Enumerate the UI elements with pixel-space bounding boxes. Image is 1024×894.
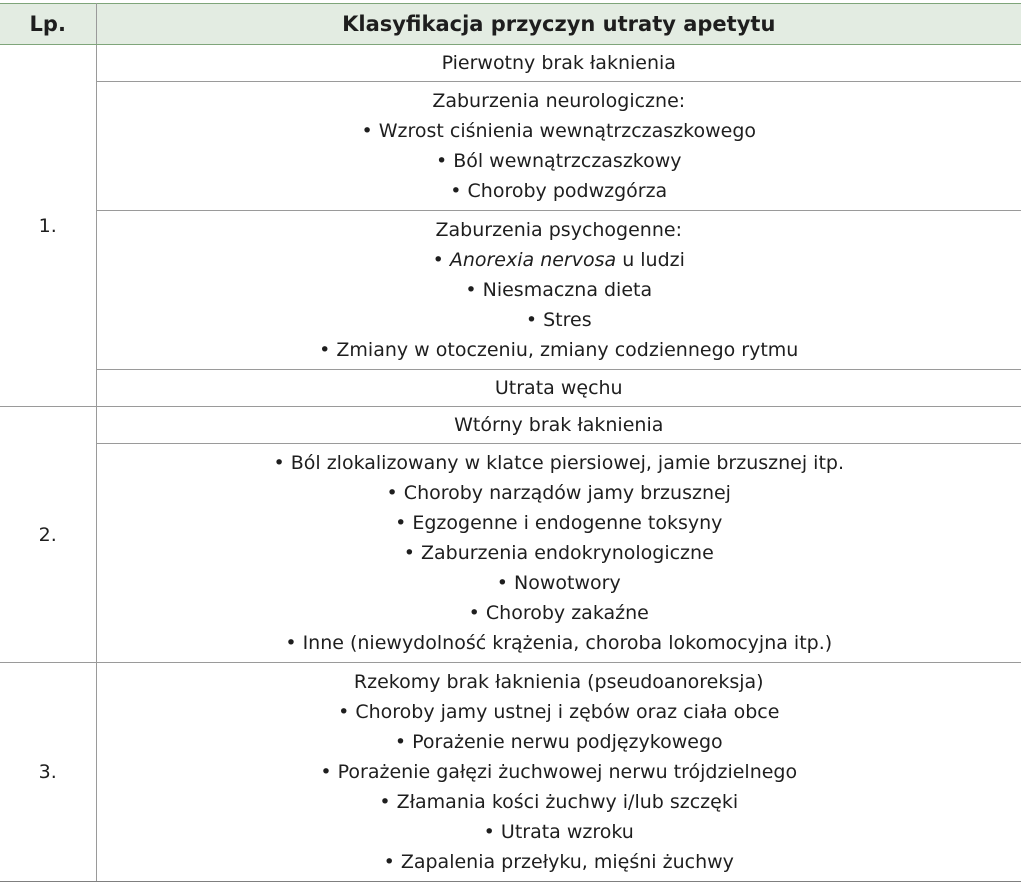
- list-item: • Utrata wzroku: [97, 817, 1022, 847]
- list-item: • Choroby narządów jamy brzusznej: [97, 478, 1022, 508]
- list-item: • Choroby jamy ustnej i zębów oraz ciała obce: [97, 697, 1022, 727]
- list-item: • Nowotwory: [97, 568, 1022, 598]
- group-3-pseudo-cell: [96, 663, 1021, 882]
- list-item: • Porażenie nerwu podjęzykowego: [97, 727, 1022, 757]
- list-item: • Ból wewnątrzczaszkowy: [97, 146, 1022, 176]
- table-row: [0, 663, 1021, 882]
- table-row: [0, 45, 1021, 82]
- group-1-primary-cell: [96, 45, 1021, 82]
- header-title: Klasyfikacja przyczyn utraty apetytu: [96, 4, 1021, 45]
- group-3-lp: 3.: [0, 663, 96, 882]
- classification-table: [0, 3, 1021, 882]
- anorexia-italic: Anorexia nervosa: [449, 249, 617, 271]
- list-item: • Zmiany w otoczeniu, zmiany codziennego rytmu: [97, 335, 1022, 365]
- group-1-lp: 1.: [0, 45, 96, 407]
- list-item: • Porażenie gałęzi żuchwowej nerwu trójdzielnego: [97, 757, 1022, 787]
- group-2-causes-cell: [96, 444, 1021, 663]
- list-item: • Stres: [97, 305, 1022, 335]
- group-2-secondary-cell: [96, 407, 1021, 444]
- list-item: • Choroby zakaźne: [97, 598, 1022, 628]
- psycho-heading: Zaburzenia psychogenne:: [435, 219, 682, 241]
- header-lp: Lp.: [0, 4, 96, 45]
- pseudo-heading: Rzekomy brak łaknienia (pseudoanoreksja): [353, 671, 764, 693]
- group-2-lp: 2.: [0, 407, 96, 663]
- list-item-anorexia: [97, 245, 1022, 275]
- group-2-secondary-heading: Wtórny brak łaknienia: [454, 414, 664, 436]
- smell-heading: Utrata węchu: [494, 377, 623, 399]
- list-item: • Ból zlokalizowany w klatce piersiowej, jamie brzusznej itp.: [97, 448, 1022, 478]
- list-item: • Choroby podwzgórza: [97, 176, 1022, 206]
- table-row: [0, 82, 1021, 211]
- neuro-heading: Zaburzenia neurologiczne:: [432, 90, 686, 112]
- list-item: • Egzogenne i endogenne toksyny: [97, 508, 1022, 538]
- table-row: [0, 444, 1021, 663]
- group-1-smell-cell: [96, 370, 1021, 407]
- table-row: [0, 211, 1021, 370]
- group-1-psycho-cell: [96, 211, 1021, 370]
- table-row: [0, 407, 1021, 444]
- list-item: • Złamania kości żuchwy i/lub szczęki: [97, 787, 1022, 817]
- list-item: • Niesmaczna dieta: [97, 275, 1022, 305]
- group-1-neuro-cell: [96, 82, 1021, 211]
- list-item: • Zaburzenia endokrynologiczne: [97, 538, 1022, 568]
- table-row: [0, 370, 1021, 407]
- list-item: • Zapalenia przełyku, mięśni żuchwy: [97, 847, 1022, 877]
- list-item: • Inne (niewydolność krążenia, choroba lokomocyjna itp.): [97, 628, 1022, 658]
- anorexia-rest: u ludzi: [616, 249, 685, 271]
- list-item: • Wzrost ciśnienia wewnątrzczaszkowego: [97, 116, 1022, 146]
- group-1-primary-heading: Pierwotny brak łaknienia: [441, 52, 676, 74]
- table-header-row: [0, 4, 1021, 45]
